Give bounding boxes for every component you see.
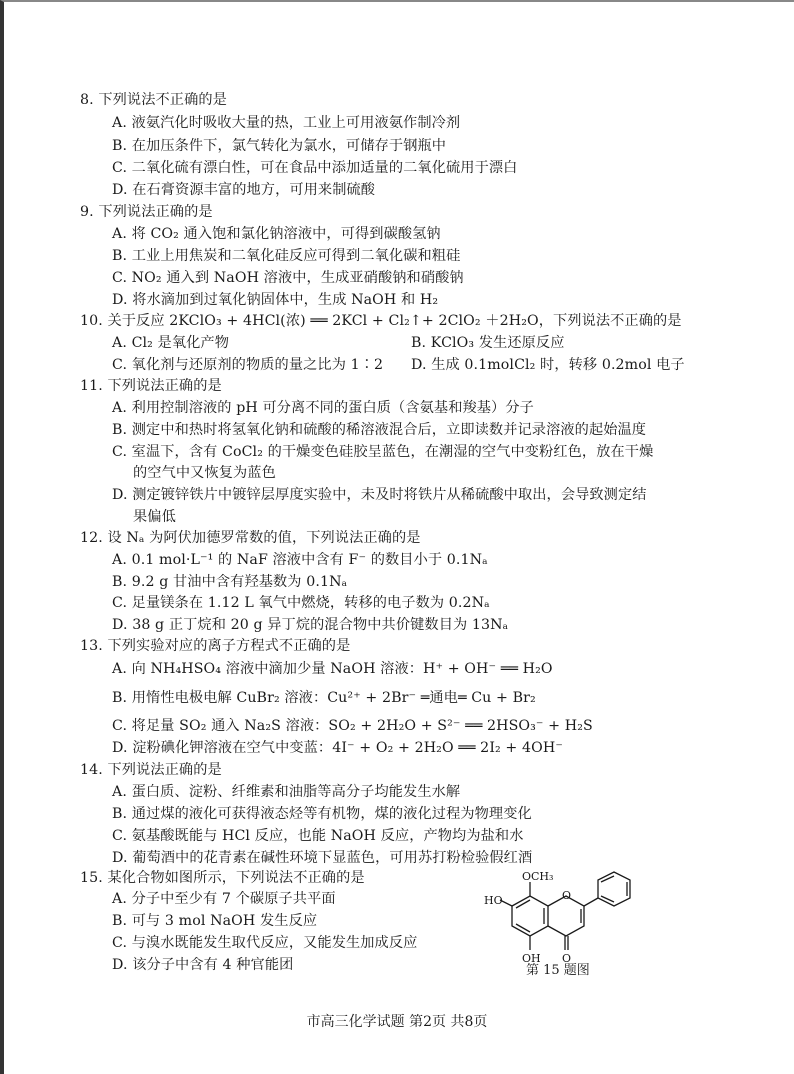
answer-option: C. NO₂ 通入到 NaOH 溶液中，生成亚硝酸钠和硝酸钠 bbox=[112, 270, 464, 286]
question-stem: 15. 某化合物如图所示，下列说法不正确的是 bbox=[80, 870, 365, 886]
answer-option: B. 工业上用焦炭和二氧化硅反应可得到二氧化碳和粗硅 bbox=[112, 248, 461, 264]
answer-option: B. 可与 3 mol NaOH 发生反应 bbox=[112, 913, 318, 929]
answer-option: A. Cl₂ 是氧化产物 bbox=[112, 335, 229, 351]
answer-option: B. 通过煤的液化可获得液态烃等有机物，煤的液化过程为物理变化 bbox=[112, 806, 532, 822]
answer-option: C. 将足量 SO₂ 通入 Na₂S 溶液：SO₂ + 2H₂O + S²⁻ ══ 2HSO₃⁻ + H₂S bbox=[112, 718, 593, 734]
answer-option: A. 将 CO₂ 通入饱和氯化钠溶液中，可得到碳酸氢钠 bbox=[112, 226, 441, 242]
answer-option: B. 用惰性电极电解 CuBr₂ 溶液：Cu²⁺ + 2Br⁻ ═通电═ Cu + Br₂ bbox=[112, 690, 536, 706]
ring-b bbox=[598, 872, 630, 906]
question-stem: 14. 下列说法正确的是 bbox=[80, 762, 222, 778]
question-stem: 8. 下列说法不正确的是 bbox=[80, 92, 227, 108]
question-stem: 11. 下列说法正确的是 bbox=[80, 378, 222, 394]
carbonyl-o-label: O bbox=[562, 952, 572, 965]
answer-option: B. 测定中和热时将氢氧化钠和硫酸的稀溶液混合后，立即读数并记录溶液的起始温度 bbox=[112, 422, 647, 438]
option-continuation: 的空气中又恢复为蓝色 bbox=[133, 465, 276, 481]
answer-option: A. 0.1 mol·L⁻¹ 的 NaF 溶液中含有 F⁻ 的数目小于 0.1Nₐ bbox=[112, 552, 488, 568]
oh-label: OH bbox=[522, 952, 541, 965]
answer-option: B. 9.2 g 甘油中含有羟基数为 0.1Nₐ bbox=[112, 574, 348, 590]
question-stem: 9. 下列说法正确的是 bbox=[80, 204, 213, 220]
answer-option: D. 生成 0.1molCl₂ 时，转移 0.2mol 电子 bbox=[411, 357, 685, 373]
answer-option: C. 与溴水既能发生取代反应，又能发生加成反应 bbox=[112, 935, 418, 951]
answer-option: C. 氨基酸既能与 HCl 反应，也能 NaOH 反应，产物均为盐和水 bbox=[112, 828, 524, 844]
answer-option: A. 向 NH₄HSO₄ 溶液中滴加少量 NaOH 溶液：H⁺ + OH⁻ ══ H₂O bbox=[112, 661, 553, 677]
answer-option: A. 利用控制溶液的 pH 可分离不同的蛋白质（含氨基和羧基）分子 bbox=[112, 400, 534, 416]
answer-option: C. 足量镁条在 1.12 L 氧气中燃烧，转移的电子数为 0.2Nₐ bbox=[112, 595, 490, 611]
answer-option: D. 在石膏资源丰富的地方，可用来制硫酸 bbox=[112, 182, 376, 198]
answer-option: A. 分子中至少有 7 个碳原子共平面 bbox=[112, 891, 336, 907]
question-stem: 12. 设 Nₐ 为阿伏加德罗常数的值，下列说法正确的是 bbox=[80, 530, 421, 546]
figure-caption: 第 15 题图 bbox=[526, 963, 590, 978]
answer-option: C. 室温下，含有 CoCl₂ 的干燥变色硅胶呈蓝色，在潮湿的空气中变粉红色，放在干燥 bbox=[112, 444, 654, 460]
answer-option: C. 二氧化硫有漂白性，可在食品中添加适量的二氧化硫用于漂白 bbox=[112, 160, 518, 176]
answer-option: A. 蛋白质、淀粉、纤维素和油脂等高分子均能发生水解 bbox=[112, 784, 461, 800]
answer-option: D. 淀粉碘化钾溶液在空气中变蓝：4I⁻ + O₂ + 2H₂O ══ 2I₂ + 4OH⁻ bbox=[112, 740, 563, 756]
answer-option: B. KClO₃ 发生还原反应 bbox=[411, 335, 565, 351]
question-stem: 10. 关于反应 2KClO₃ + 4HCl(浓) ══ 2KCl + Cl₂↑+ 2ClO₂ ＋2H₂O，下列说法不正确的是 bbox=[80, 313, 682, 329]
ring-a bbox=[512, 896, 548, 936]
answer-option: A. 液氨汽化时吸收大量的热，工业上可用液氨作制冷剂 bbox=[112, 115, 461, 131]
option-continuation: 果偏低 bbox=[133, 509, 176, 525]
question-stem: 13. 下列实验对应的离子方程式不正确的是 bbox=[80, 638, 351, 654]
answer-option: D. 该分子中含有 4 种官能团 bbox=[112, 957, 294, 973]
answer-option: C. 氧化剂与还原剂的物质的量之比为 1∶2 bbox=[112, 357, 384, 373]
ho-label: HO bbox=[484, 894, 503, 907]
answer-option: D. 将水滴加到过氧化钠固体中，生成 NaOH 和 H₂ bbox=[112, 292, 439, 308]
answer-option: D. 38 g 正丁烷和 20 g 异丁烷的混合物中共价键数目为 13Nₐ bbox=[112, 617, 509, 633]
answer-option: B. 在加压条件下，氯气转化为氯水，可储存于钢瓶中 bbox=[112, 138, 447, 154]
ring-c bbox=[548, 896, 584, 936]
ring-o-label: O bbox=[562, 889, 572, 902]
answer-option: D. 葡萄酒中的花青素在碱性环境下显蓝色，可用苏打粉检验假红酒 bbox=[112, 850, 533, 866]
page-footer: 市高三化学试题 第2页 共8页 bbox=[306, 1014, 488, 1030]
answer-option: D. 测定镀锌铁片中镀锌层厚度实验中，未及时将铁片从稀硫酸中取出，会导致测定结 bbox=[112, 487, 647, 503]
och3-label: OCH₃ bbox=[522, 870, 554, 883]
